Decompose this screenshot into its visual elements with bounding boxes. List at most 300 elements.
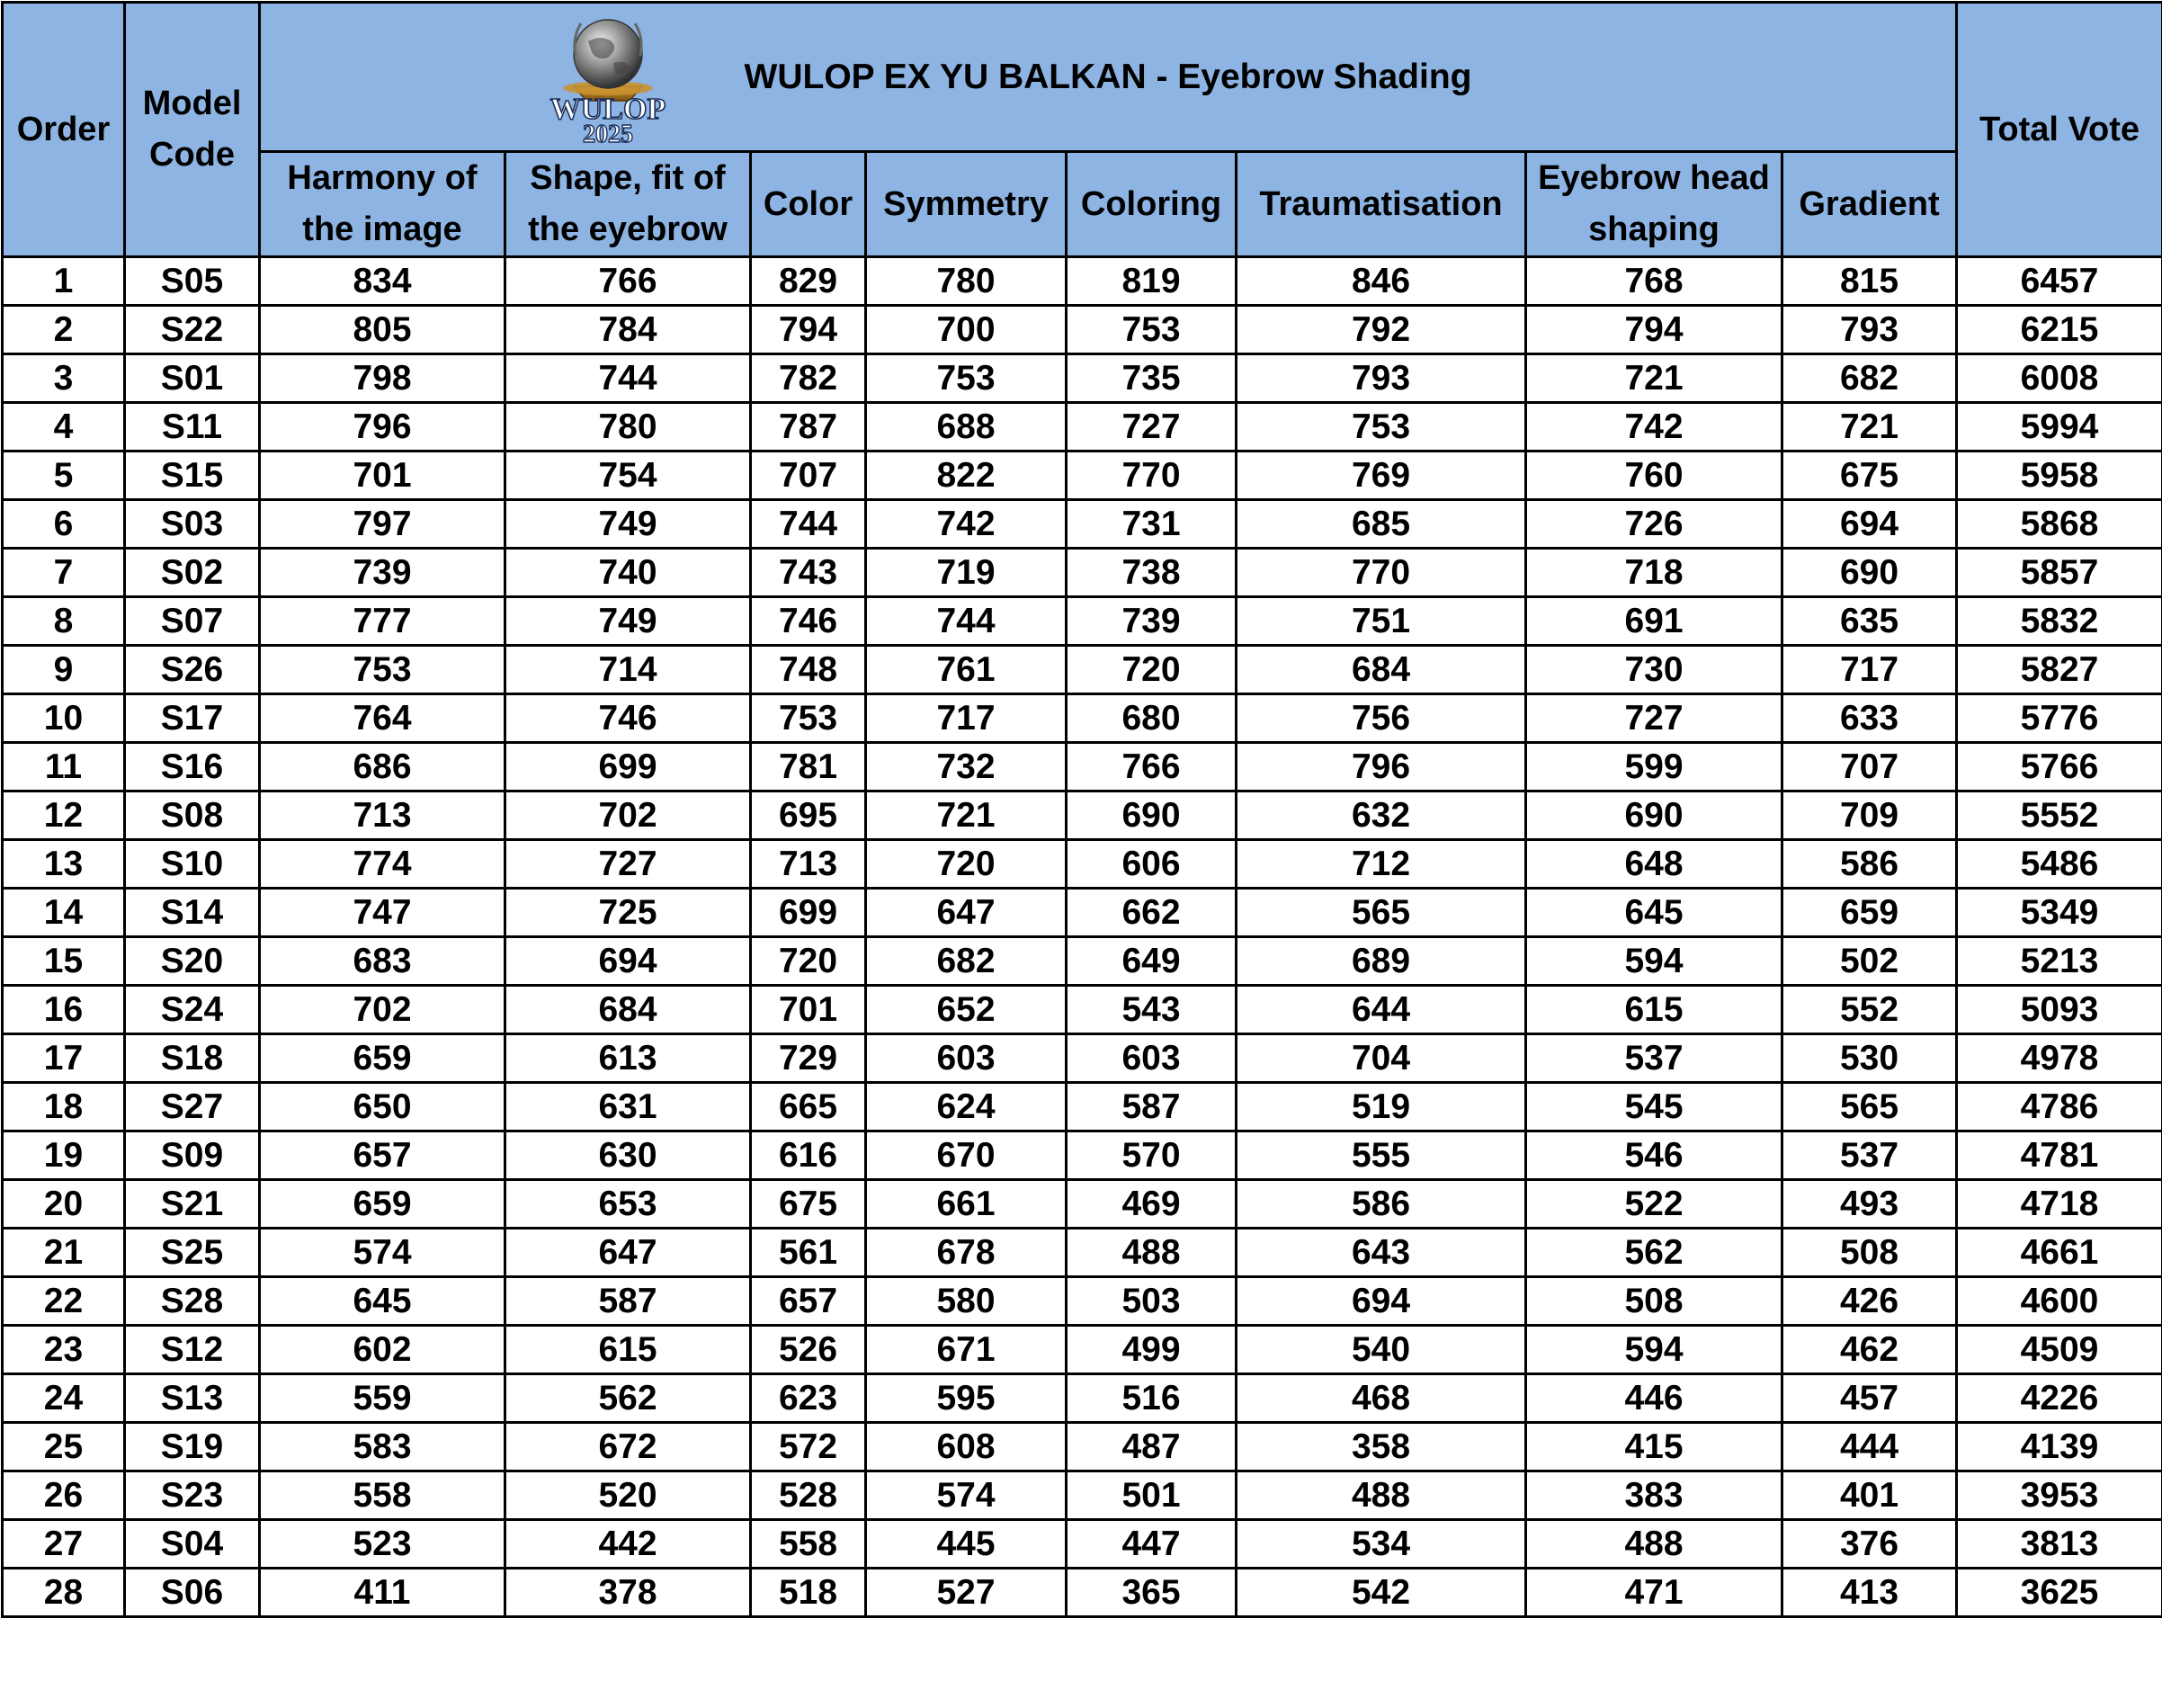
table-row	[3, 889, 2162, 937]
cell-order: 8	[3, 597, 125, 646]
cell-shape-fit: 740	[505, 549, 751, 597]
cell-shape-fit: 784	[505, 306, 751, 354]
cell-shape-fit: 754	[505, 452, 751, 500]
cell-traumatisation: 694	[1237, 1277, 1526, 1326]
cell-gradient: 586	[1782, 840, 1957, 889]
table-row	[3, 1229, 2162, 1277]
table-row	[3, 1034, 2162, 1083]
cell-harmony: 713	[260, 791, 505, 840]
cell-traumatisation: 643	[1237, 1229, 1526, 1277]
cell-shape-fit: 766	[505, 257, 751, 306]
cell-color: 720	[751, 937, 866, 986]
cell-gradient: 707	[1782, 743, 1957, 791]
cell-model-code: S21	[125, 1180, 260, 1229]
cell-total-vote: 5868	[1957, 500, 2162, 549]
cell-color: 526	[751, 1326, 866, 1374]
cell-total-vote: 4600	[1957, 1277, 2162, 1326]
cell-color: 558	[751, 1520, 866, 1569]
cell-traumatisation: 793	[1237, 354, 1526, 403]
cell-model-code: S10	[125, 840, 260, 889]
table-row	[3, 354, 2162, 403]
cell-model-code: S01	[125, 354, 260, 403]
cell-order: 10	[3, 694, 125, 743]
cell-order: 21	[3, 1229, 125, 1277]
cell-harmony: 739	[260, 549, 505, 597]
cell-color: 748	[751, 646, 866, 694]
cell-color: 518	[751, 1569, 866, 1617]
cell-harmony: 702	[260, 986, 505, 1034]
cell-traumatisation: 704	[1237, 1034, 1526, 1083]
cell-symmetry: 624	[866, 1083, 1067, 1131]
cell-order: 7	[3, 549, 125, 597]
cell-order: 13	[3, 840, 125, 889]
header-order: Order	[3, 3, 125, 257]
cell-total-vote: 5093	[1957, 986, 2162, 1034]
cell-model-code: S04	[125, 1520, 260, 1569]
cell-traumatisation: 769	[1237, 452, 1526, 500]
cell-gradient: 682	[1782, 354, 1957, 403]
cell-eyebrow-head-shaping: 730	[1526, 646, 1782, 694]
cell-shape-fit: 631	[505, 1083, 751, 1131]
cell-traumatisation: 488	[1237, 1471, 1526, 1520]
cell-total-vote: 6215	[1957, 306, 2162, 354]
cell-harmony: 796	[260, 403, 505, 452]
cell-coloring: 543	[1067, 986, 1237, 1034]
cell-harmony: 805	[260, 306, 505, 354]
cell-color: 665	[751, 1083, 866, 1131]
table-row	[3, 986, 2162, 1034]
cell-model-code: S16	[125, 743, 260, 791]
cell-gradient: 659	[1782, 889, 1957, 937]
cell-gradient: 462	[1782, 1326, 1957, 1374]
cell-eyebrow-head-shaping: 690	[1526, 791, 1782, 840]
cell-order: 4	[3, 403, 125, 452]
cell-color: 787	[751, 403, 866, 452]
cell-model-code: S03	[125, 500, 260, 549]
cell-eyebrow-head-shaping: 545	[1526, 1083, 1782, 1131]
cell-total-vote: 5994	[1957, 403, 2162, 452]
cell-total-vote: 5958	[1957, 452, 2162, 500]
cell-eyebrow-head-shaping: 691	[1526, 597, 1782, 646]
cell-harmony: 659	[260, 1034, 505, 1083]
cell-total-vote: 5349	[1957, 889, 2162, 937]
cell-total-vote: 5552	[1957, 791, 2162, 840]
cell-shape-fit: 442	[505, 1520, 751, 1569]
cell-harmony: 645	[260, 1277, 505, 1326]
cell-traumatisation: 542	[1237, 1569, 1526, 1617]
cell-color: 623	[751, 1374, 866, 1423]
cell-harmony: 834	[260, 257, 505, 306]
cell-traumatisation: 796	[1237, 743, 1526, 791]
cell-eyebrow-head-shaping: 648	[1526, 840, 1782, 889]
cell-symmetry: 652	[866, 986, 1067, 1034]
cell-shape-fit: 647	[505, 1229, 751, 1277]
cell-model-code: S28	[125, 1277, 260, 1326]
cell-coloring: 501	[1067, 1471, 1237, 1520]
cell-model-code: S26	[125, 646, 260, 694]
cell-coloring: 488	[1067, 1229, 1237, 1277]
logo-year: 2025	[583, 121, 633, 146]
cell-gradient: 376	[1782, 1520, 1957, 1569]
header-criterion-eyebrow-head-shaping: Eyebrow head shaping	[1526, 152, 1782, 257]
cell-shape-fit: 684	[505, 986, 751, 1034]
cell-eyebrow-head-shaping: 615	[1526, 986, 1782, 1034]
cell-symmetry: 700	[866, 306, 1067, 354]
table-row	[3, 1374, 2162, 1423]
cell-harmony: 798	[260, 354, 505, 403]
cell-eyebrow-head-shaping: 718	[1526, 549, 1782, 597]
cell-gradient: 815	[1782, 257, 1957, 306]
cell-total-vote: 5857	[1957, 549, 2162, 597]
cell-gradient: 444	[1782, 1423, 1957, 1471]
cell-model-code: S24	[125, 986, 260, 1034]
cell-total-vote: 5486	[1957, 840, 2162, 889]
cell-total-vote: 4978	[1957, 1034, 2162, 1083]
cell-order: 20	[3, 1180, 125, 1229]
cell-symmetry: 732	[866, 743, 1067, 791]
cell-total-vote: 4781	[1957, 1131, 2162, 1180]
cell-coloring: 503	[1067, 1277, 1237, 1326]
cell-model-code: S06	[125, 1569, 260, 1617]
cell-order: 9	[3, 646, 125, 694]
table-row	[3, 500, 2162, 549]
cell-color: 713	[751, 840, 866, 889]
cell-color: 794	[751, 306, 866, 354]
cell-coloring: 680	[1067, 694, 1237, 743]
table-row	[3, 1131, 2162, 1180]
cell-harmony: 764	[260, 694, 505, 743]
cell-symmetry: 678	[866, 1229, 1067, 1277]
cell-traumatisation: 684	[1237, 646, 1526, 694]
cell-traumatisation: 846	[1237, 257, 1526, 306]
cell-coloring: 499	[1067, 1326, 1237, 1374]
cell-eyebrow-head-shaping: 645	[1526, 889, 1782, 937]
cell-shape-fit: 613	[505, 1034, 751, 1083]
cell-order: 28	[3, 1569, 125, 1617]
cell-symmetry: 688	[866, 403, 1067, 452]
cell-shape-fit: 587	[505, 1277, 751, 1326]
table-row	[3, 306, 2162, 354]
cell-symmetry: 744	[866, 597, 1067, 646]
cell-symmetry: 608	[866, 1423, 1067, 1471]
cell-coloring: 662	[1067, 889, 1237, 937]
cell-harmony: 657	[260, 1131, 505, 1180]
header-criterion-harmony: Harmony of the image	[260, 152, 505, 257]
table-row	[3, 597, 2162, 646]
cell-symmetry: 603	[866, 1034, 1067, 1083]
cell-traumatisation: 756	[1237, 694, 1526, 743]
cell-eyebrow-head-shaping: 537	[1526, 1034, 1782, 1083]
header-model-code	[125, 3, 260, 257]
cell-traumatisation: 644	[1237, 986, 1526, 1034]
cell-eyebrow-head-shaping: 721	[1526, 354, 1782, 403]
table-row	[3, 1471, 2162, 1520]
table-row	[3, 1083, 2162, 1131]
cell-symmetry: 671	[866, 1326, 1067, 1374]
header-criterion-gradient: Gradient	[1782, 152, 1957, 257]
cell-shape-fit: 378	[505, 1569, 751, 1617]
cell-shape-fit: 749	[505, 597, 751, 646]
cell-color: 675	[751, 1180, 866, 1229]
cell-order: 1	[3, 257, 125, 306]
cell-coloring: 770	[1067, 452, 1237, 500]
cell-total-vote: 5827	[1957, 646, 2162, 694]
cell-coloring: 570	[1067, 1131, 1237, 1180]
cell-symmetry: 661	[866, 1180, 1067, 1229]
cell-traumatisation: 689	[1237, 937, 1526, 986]
cell-order: 24	[3, 1374, 125, 1423]
cell-total-vote: 3953	[1957, 1471, 2162, 1520]
cell-gradient: 565	[1782, 1083, 1957, 1131]
cell-gradient: 635	[1782, 597, 1957, 646]
cell-color: 753	[751, 694, 866, 743]
cell-traumatisation: 712	[1237, 840, 1526, 889]
cell-color: 616	[751, 1131, 866, 1180]
cell-symmetry: 574	[866, 1471, 1067, 1520]
cell-color: 561	[751, 1229, 866, 1277]
cell-traumatisation: 632	[1237, 791, 1526, 840]
cell-model-code: S14	[125, 889, 260, 937]
table-row	[3, 452, 2162, 500]
cell-model-code: S12	[125, 1326, 260, 1374]
cell-gradient: 493	[1782, 1180, 1957, 1229]
cell-model-code: S11	[125, 403, 260, 452]
cell-shape-fit: 672	[505, 1423, 751, 1471]
cell-shape-fit: 744	[505, 354, 751, 403]
cell-order: 15	[3, 937, 125, 986]
cell-harmony: 686	[260, 743, 505, 791]
cell-coloring: 469	[1067, 1180, 1237, 1229]
cell-harmony: 558	[260, 1471, 505, 1520]
cell-eyebrow-head-shaping: 415	[1526, 1423, 1782, 1471]
cell-total-vote: 6457	[1957, 257, 2162, 306]
cell-harmony: 701	[260, 452, 505, 500]
cell-eyebrow-head-shaping: 488	[1526, 1520, 1782, 1569]
cell-color: 707	[751, 452, 866, 500]
table-row	[3, 743, 2162, 791]
cell-color: 729	[751, 1034, 866, 1083]
cell-harmony: 583	[260, 1423, 505, 1471]
cell-symmetry: 647	[866, 889, 1067, 937]
cell-color: 572	[751, 1423, 866, 1471]
cell-shape-fit: 630	[505, 1131, 751, 1180]
cell-symmetry: 780	[866, 257, 1067, 306]
cell-symmetry: 595	[866, 1374, 1067, 1423]
cell-gradient: 552	[1782, 986, 1957, 1034]
cell-eyebrow-head-shaping: 760	[1526, 452, 1782, 500]
cell-harmony: 747	[260, 889, 505, 937]
cell-gradient: 633	[1782, 694, 1957, 743]
cell-shape-fit: 725	[505, 889, 751, 937]
cell-traumatisation: 685	[1237, 500, 1526, 549]
cell-symmetry: 721	[866, 791, 1067, 840]
cell-order: 23	[3, 1326, 125, 1374]
cell-eyebrow-head-shaping: 768	[1526, 257, 1782, 306]
cell-shape-fit: 562	[505, 1374, 751, 1423]
cell-eyebrow-head-shaping: 446	[1526, 1374, 1782, 1423]
cell-eyebrow-head-shaping: 742	[1526, 403, 1782, 452]
cell-total-vote: 4509	[1957, 1326, 2162, 1374]
cell-coloring: 516	[1067, 1374, 1237, 1423]
table-row	[3, 1569, 2162, 1617]
cell-total-vote: 3813	[1957, 1520, 2162, 1569]
cell-symmetry: 670	[866, 1131, 1067, 1180]
cell-model-code: S07	[125, 597, 260, 646]
cell-coloring: 735	[1067, 354, 1237, 403]
cell-gradient: 793	[1782, 306, 1957, 354]
cell-total-vote: 4661	[1957, 1229, 2162, 1277]
header-row-2	[3, 152, 2162, 257]
cell-shape-fit: 749	[505, 500, 751, 549]
cell-harmony: 774	[260, 840, 505, 889]
header-criterion-shape-fit: Shape, fit of the eyebrow	[505, 152, 751, 257]
cell-color: 699	[751, 889, 866, 937]
cell-order: 3	[3, 354, 125, 403]
cell-total-vote: 5213	[1957, 937, 2162, 986]
cell-symmetry: 719	[866, 549, 1067, 597]
cell-gradient: 709	[1782, 791, 1957, 840]
cell-order: 14	[3, 889, 125, 937]
cell-coloring: 649	[1067, 937, 1237, 986]
cell-order: 6	[3, 500, 125, 549]
cell-symmetry: 822	[866, 452, 1067, 500]
cell-gradient: 690	[1782, 549, 1957, 597]
table-row	[3, 257, 2162, 306]
cell-order: 17	[3, 1034, 125, 1083]
cell-coloring: 447	[1067, 1520, 1237, 1569]
header-total-vote: Total Vote	[1957, 3, 2162, 257]
cell-traumatisation: 770	[1237, 549, 1526, 597]
cell-model-code: S02	[125, 549, 260, 597]
cell-model-code: S15	[125, 452, 260, 500]
header-title-cell	[260, 3, 1957, 152]
header-row-1	[3, 3, 2162, 152]
cell-total-vote: 3625	[1957, 1569, 2162, 1617]
cell-coloring: 487	[1067, 1423, 1237, 1471]
cell-color: 701	[751, 986, 866, 1034]
cell-symmetry: 761	[866, 646, 1067, 694]
logo-text: WULOP	[549, 93, 666, 126]
cell-order: 5	[3, 452, 125, 500]
cell-gradient: 537	[1782, 1131, 1957, 1180]
cell-shape-fit: 615	[505, 1326, 751, 1374]
cell-harmony: 797	[260, 500, 505, 549]
cell-symmetry: 445	[866, 1520, 1067, 1569]
cell-order: 27	[3, 1520, 125, 1569]
cell-coloring: 753	[1067, 306, 1237, 354]
cell-color: 746	[751, 597, 866, 646]
cell-shape-fit: 694	[505, 937, 751, 986]
cell-coloring: 819	[1067, 257, 1237, 306]
cell-color: 528	[751, 1471, 866, 1520]
cell-harmony: 777	[260, 597, 505, 646]
cell-gradient: 457	[1782, 1374, 1957, 1423]
table-row	[3, 1423, 2162, 1471]
cell-model-code: S25	[125, 1229, 260, 1277]
cell-model-code: S20	[125, 937, 260, 986]
cell-total-vote: 5832	[1957, 597, 2162, 646]
cell-traumatisation: 751	[1237, 597, 1526, 646]
cell-order: 25	[3, 1423, 125, 1471]
cell-shape-fit: 702	[505, 791, 751, 840]
cell-traumatisation: 753	[1237, 403, 1526, 452]
cell-model-code: S08	[125, 791, 260, 840]
cell-gradient: 675	[1782, 452, 1957, 500]
cell-model-code: S09	[125, 1131, 260, 1180]
cell-harmony: 659	[260, 1180, 505, 1229]
cell-eyebrow-head-shaping: 522	[1526, 1180, 1782, 1229]
cell-coloring: 606	[1067, 840, 1237, 889]
cell-color: 657	[751, 1277, 866, 1326]
cell-order: 12	[3, 791, 125, 840]
cell-order: 22	[3, 1277, 125, 1326]
cell-eyebrow-head-shaping: 726	[1526, 500, 1782, 549]
cell-symmetry: 753	[866, 354, 1067, 403]
cell-coloring: 727	[1067, 403, 1237, 452]
cell-total-vote: 5776	[1957, 694, 2162, 743]
cell-eyebrow-head-shaping: 599	[1526, 743, 1782, 791]
cell-total-vote: 4786	[1957, 1083, 2162, 1131]
cell-color: 695	[751, 791, 866, 840]
cell-total-vote: 4226	[1957, 1374, 2162, 1423]
table-row	[3, 694, 2162, 743]
cell-eyebrow-head-shaping: 383	[1526, 1471, 1782, 1520]
header-criterion-coloring: Coloring	[1067, 152, 1237, 257]
cell-total-vote: 5766	[1957, 743, 2162, 791]
cell-shape-fit: 780	[505, 403, 751, 452]
cell-harmony: 574	[260, 1229, 505, 1277]
cell-color: 744	[751, 500, 866, 549]
cell-model-code: S17	[125, 694, 260, 743]
cell-gradient: 530	[1782, 1034, 1957, 1083]
cell-symmetry: 742	[866, 500, 1067, 549]
cell-traumatisation: 534	[1237, 1520, 1526, 1569]
cell-coloring: 365	[1067, 1569, 1237, 1617]
cell-eyebrow-head-shaping: 546	[1526, 1131, 1782, 1180]
cell-harmony: 650	[260, 1083, 505, 1131]
cell-traumatisation: 792	[1237, 306, 1526, 354]
cell-color: 782	[751, 354, 866, 403]
cell-traumatisation: 540	[1237, 1326, 1526, 1374]
cell-harmony: 559	[260, 1374, 505, 1423]
table-row	[3, 840, 2162, 889]
cell-shape-fit: 653	[505, 1180, 751, 1229]
cell-model-code: S18	[125, 1034, 260, 1083]
table-row	[3, 1180, 2162, 1229]
header-criterion-color: Color	[751, 152, 866, 257]
cell-eyebrow-head-shaping: 594	[1526, 937, 1782, 986]
cell-symmetry: 527	[866, 1569, 1067, 1617]
cell-model-code: S22	[125, 306, 260, 354]
cell-total-vote: 6008	[1957, 354, 2162, 403]
cell-gradient: 502	[1782, 937, 1957, 986]
cell-symmetry: 682	[866, 937, 1067, 986]
cell-traumatisation: 519	[1237, 1083, 1526, 1131]
cell-shape-fit: 520	[505, 1471, 751, 1520]
cell-traumatisation: 468	[1237, 1374, 1526, 1423]
cell-symmetry: 717	[866, 694, 1067, 743]
table-row	[3, 1326, 2162, 1374]
cell-harmony: 602	[260, 1326, 505, 1374]
results-body	[3, 257, 2162, 1617]
table-row	[3, 549, 2162, 597]
cell-traumatisation: 358	[1237, 1423, 1526, 1471]
cell-traumatisation: 555	[1237, 1131, 1526, 1180]
cell-coloring: 690	[1067, 791, 1237, 840]
table-row	[3, 791, 2162, 840]
cell-harmony: 411	[260, 1569, 505, 1617]
cell-model-code: S19	[125, 1423, 260, 1471]
